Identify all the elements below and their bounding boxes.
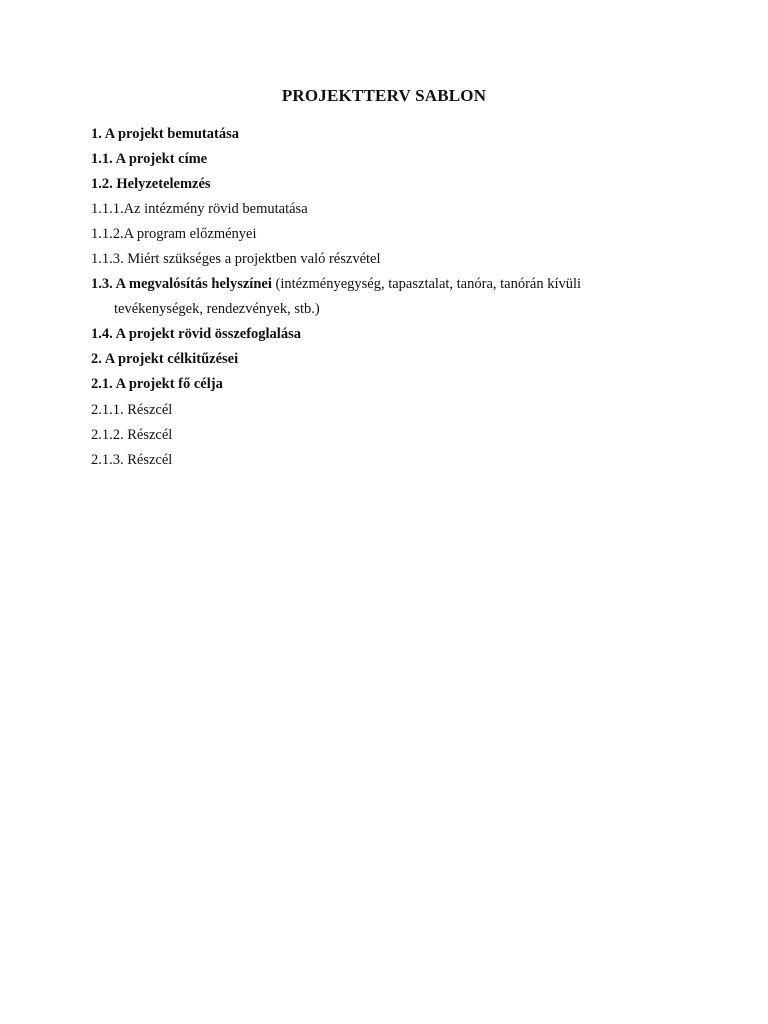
heading-2-1: 2.1. A projekt fő célja — [91, 376, 223, 392]
item-2-1-3: 2.1.3. Részcél — [91, 452, 173, 468]
item-1-1-3: 1.1.3. Miért szükséges a projektben való részvétel — [91, 251, 381, 267]
heading-1-4: 1.4. A projekt rövid összefoglalása — [91, 326, 301, 342]
heading-1: 1. A projekt bemutatása — [91, 126, 239, 142]
heading-2: 2. A projekt célkitűzései — [91, 351, 239, 367]
heading-1-3-bold: 1.3. A megvalósítás helyszínei — [91, 276, 272, 292]
item-2-1-2: 2.1.2. Részcél — [91, 427, 173, 443]
item-1-1-1: 1.1.1.Az intézmény rövid bemutatása — [91, 201, 308, 217]
item-2-1-1: 2.1.1. Részcél — [91, 402, 173, 418]
heading-1-2: 1.2. Helyzetelemzés — [91, 176, 211, 192]
item-1-1-2: 1.1.2.A program előzményei — [91, 226, 257, 242]
document-title: PROJEKTTERV SABLON — [281, 86, 487, 105]
heading-1-3-continuation: tevékenységek, rendezvények, stb.) — [114, 301, 320, 317]
heading-1-3 — [91, 276, 581, 293]
heading-1-1: 1.1. A projekt címe — [91, 151, 208, 167]
heading-1-3-detail: (intézményegység, tapasztalat, tanóra, tanórán kívüli — [271, 276, 582, 292]
